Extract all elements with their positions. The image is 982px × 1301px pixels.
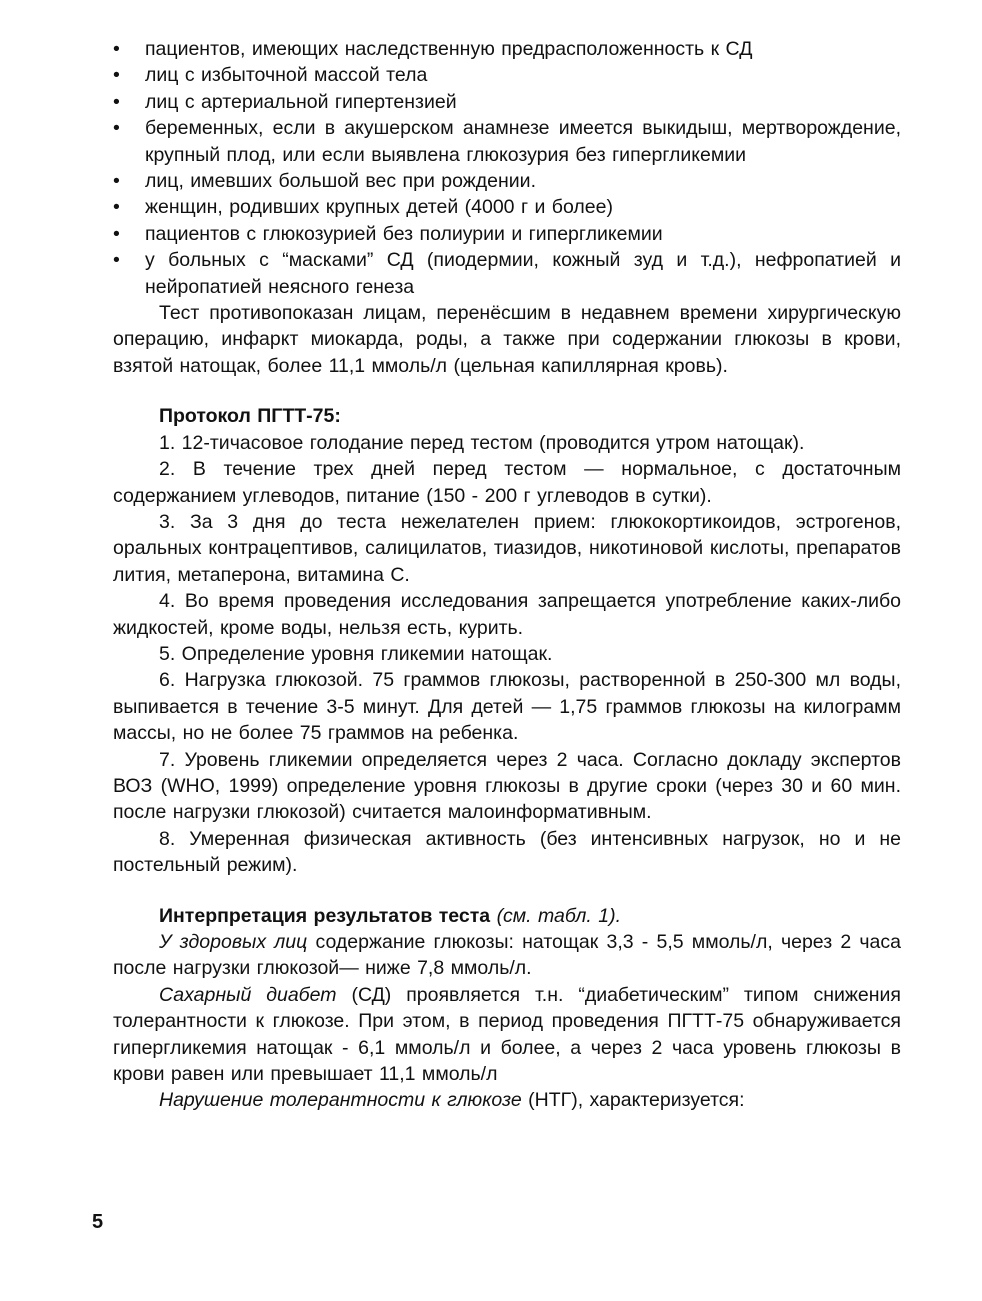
bullet-icon: • bbox=[113, 222, 120, 245]
table-reference: (см. табл. 1). bbox=[496, 904, 622, 927]
risk-group-list bbox=[113, 36, 901, 300]
list-item: • лиц, имевших большой вес при рождении. bbox=[113, 168, 901, 194]
document-page bbox=[113, 36, 901, 1114]
diabetes-paragraph bbox=[113, 982, 901, 1088]
list-item: • беременных, если в акушерском анамнезе имеется выкидыш, мертворождение, крупный плод, или если выявлена глюкозурия без гипергликемии bbox=[113, 117, 901, 166]
bullet-icon: • bbox=[113, 90, 120, 113]
protocol-step: 7. Уровень гликемии определяется через 2 часа. Согласно докладу экспертов ВОЗ (WHO, 1999) определение уровня глюкозы в другие сроки (через 30 и 60 мин. после нагрузки глюкозой) считается малоинформативным. bbox=[113, 748, 901, 824]
bullet-icon: • bbox=[113, 38, 120, 60]
bullet-icon: • bbox=[113, 117, 120, 140]
protocol-step: 8. Умеренная физическая активность (без интенсивных нагрузок, но и не постельный режим). bbox=[113, 827, 901, 877]
bullet-icon: • bbox=[113, 170, 120, 193]
list-item: • женщин, родивших крупных детей (4000 г и более) bbox=[113, 194, 901, 220]
list-item: • лиц с артериальной гипертензией bbox=[113, 89, 901, 115]
healthy-paragraph bbox=[113, 929, 901, 982]
page-number: 5 bbox=[92, 1211, 104, 1233]
bullet-icon: • bbox=[113, 196, 120, 219]
protocol-step: 1. 12-тичасовое голодание перед тестом (проводится утром натощак). bbox=[159, 431, 805, 454]
healthy-label: У здоровых лиц bbox=[159, 931, 308, 953]
healthy-text: содержание глюкозы: натощак 3,3 - 5,5 ммоль/л, через 2 часа после нагрузки глюкозой— ниже 7,8 ммоль/л. bbox=[113, 931, 901, 980]
bullet-icon: • bbox=[113, 64, 120, 87]
diabetes-text: (СД) проявляется т.н. “диабетическим” типом снижения толерантности к глюкозе. При этом, в период проведения ПГТТ-75 обнаруживается гипергликемия натощак - 6,1 ммоль/л и более, а через 2 часа уровень глюкозы в крови равен или превышает 11,1 ммоль/л bbox=[113, 983, 901, 1086]
list-item: • лиц с избыточной массой тела bbox=[113, 62, 901, 88]
list-item: • пациентов с глюкозурией без полиурии и гипергликемии bbox=[113, 221, 901, 247]
list-item: • пациентов, имеющих наследственную предрасположенность к СД bbox=[113, 36, 901, 62]
protocol-step: 3. За 3 дня до теста нежелателен прием: глюкокортикоидов, эстрогенов, оральных контрацептивов, салицилатов, тиазидов, никотиновой кислоты, препаратов лития, метаперона, витамина С. bbox=[113, 510, 901, 586]
ntg-text: (НТГ), характеризуется: bbox=[521, 1089, 745, 1112]
protocol-heading: Протокол ПГТТ-75: bbox=[159, 405, 341, 428]
ntg-label: Нарушение толерантности к глюкозе bbox=[159, 1089, 522, 1112]
diabetes-label: Сахарный диабет bbox=[159, 983, 337, 1006]
ntg-paragraph bbox=[113, 1087, 901, 1113]
bullet-icon: • bbox=[113, 249, 120, 272]
protocol-step: 5. Определение уровня гликемии натощак. bbox=[159, 642, 553, 665]
protocol-step: 4. Во время проведения исследования запрещается употребление каких-либо жидкостей, кроме воды, нельзя есть, курить. bbox=[113, 590, 901, 639]
protocol-step: 6. Нагрузка глюкозой. 75 граммов глюкозы, растворенной в 250-300 мл воды, выпивается в течение 3-5 минут. Для детей — 1,75 граммов глюкозы на килограмм массы, но не более 75 граммов на ребенка. bbox=[113, 669, 901, 745]
interpretation-heading bbox=[113, 903, 901, 929]
list-item: • у больных с “масками” СД (пиодермии, кожный зуд и т.д.), нефропатией и нейропатией неясного генеза bbox=[113, 249, 901, 298]
interpretation-title: Интерпретация результатов теста bbox=[159, 904, 491, 927]
contraindication-paragraph: Тест противопоказан лицам, перенёсшим в недавнем времени хирургическую операцию, инфаркт миокарда, роды, а также при содержании глюкозы в крови, взятой натощак, более 11,1 ммоль/л (цельная капиллярная кровь). bbox=[113, 302, 901, 377]
protocol-step: 2. В течение трех дней перед тестом — нормальное, с достаточным содержанием углеводов, питание (150 - 200 г углеводов в сутки). bbox=[113, 458, 901, 507]
